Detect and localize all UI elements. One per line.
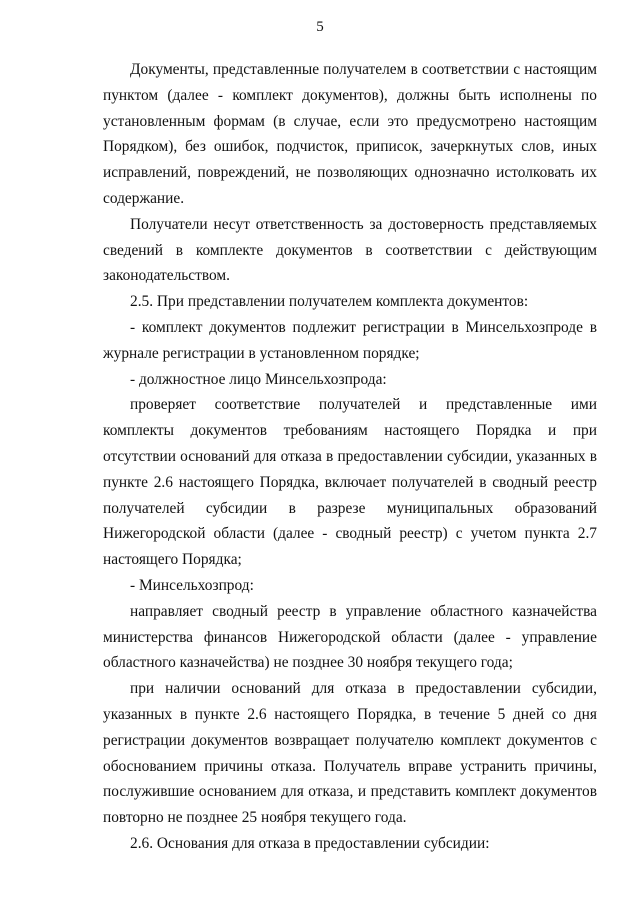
paragraph: проверяет соответствие получателей и представленные ими комплекты документов требованиям настоящего Порядка и при отсутствии оснований для отказа в предоставлении субсидии, указанных в пункте 2.6 настоящего Порядка, включает получателей в сводный реестр получателей субсидии в разрезе муниципальных образований Нижегородской области (далее - сводный реестр) с учетом пункта 2.7 настоящего Порядка;: [103, 396, 597, 569]
paragraph: Получатели несут ответственность за достоверность представляемых сведений в комплекте документов в соответствии с действующим законодательством.: [103, 215, 597, 285]
paragraph: - Минсельхозпрод:: [130, 576, 254, 594]
paragraph: - комплект документов подлежит регистрации в Минсельхозпроде в журнале регистрации в установленном порядке;: [103, 318, 597, 362]
document-body: [103, 57, 597, 857]
paragraph: Документы, представленные получателем в соответствии с настоящим пунктом (далее - комплект документов), должны быть исполнены по установленным формам (в случае, если это предусмотрено настоящим Порядком), без ошибок, подчисток, приписок, зачеркнутых слов, иных исправлений, повреждений, не позволяющих однозначно истолковать их содержание.: [103, 61, 597, 207]
paragraph: направляет сводный реестр в управление областного казначейства министерства финансов Нижегородской области (далее - управление областного казначейства) не позднее 30 ноября текущего года;: [103, 602, 597, 672]
paragraph: - должностное лицо Минсельхозпрода:: [130, 370, 387, 388]
paragraph: 2.6. Основания для отказа в предоставлении субсидии:: [130, 834, 490, 852]
paragraph: при наличии оснований для отказа в предоставлении субсидии, указанных в пункте 2.6 настоящего Порядка, в течение 5 дней со дня регистрации документов возвращает получателю комплект документов с обоснованием причины отказа. Получатель вправе устранить причины, послужившие основанием для отказа, и представить комплект документов повторно не позднее 25 ноября текущего года.: [103, 680, 597, 827]
paragraph: 2.5. При представлении получателем комплекта документов:: [130, 293, 529, 311]
page-number: 5: [316, 19, 324, 35]
